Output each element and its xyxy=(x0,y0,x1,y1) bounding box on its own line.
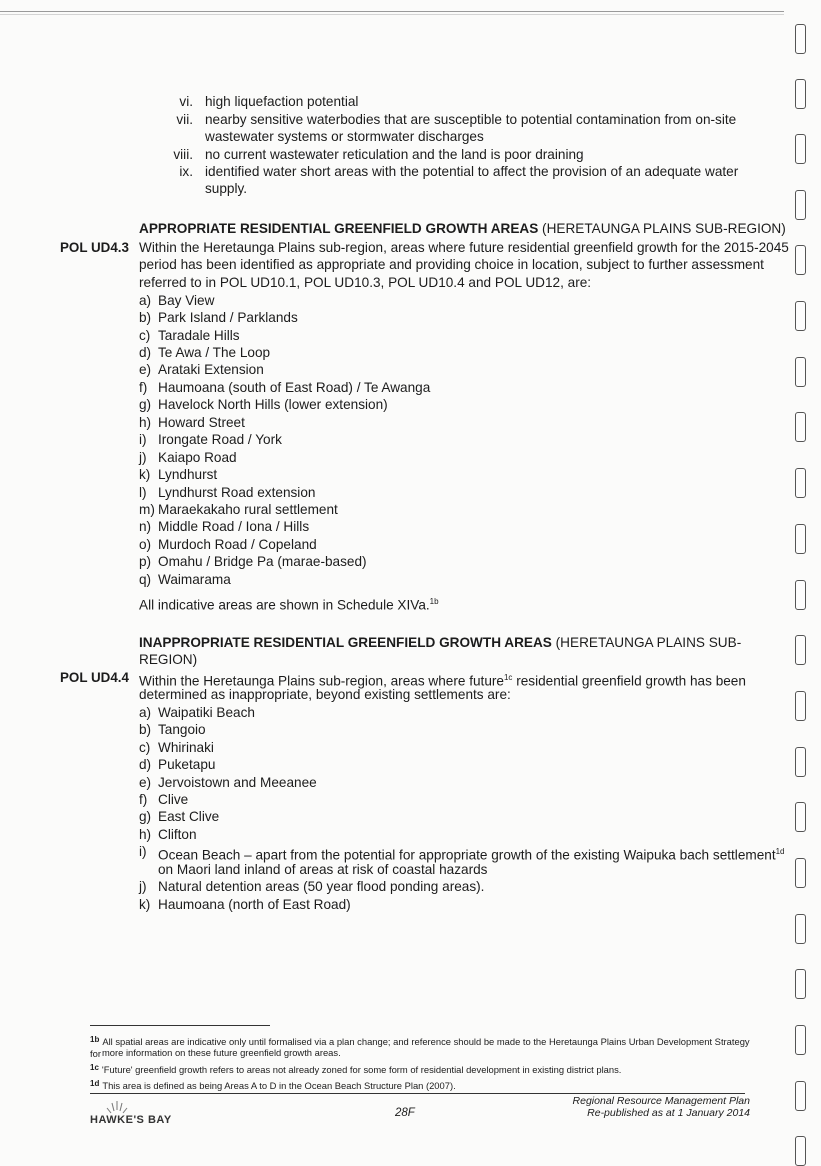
section-heading-line2: REGION) xyxy=(139,652,198,667)
list-text: supply. xyxy=(205,181,248,196)
footnote-text: This area is defined as being Areas A to D in the Ocean Beach Structure Plan (2007). xyxy=(102,1080,456,1091)
item-letter: a) xyxy=(139,293,152,308)
binder-hole xyxy=(795,691,806,721)
list-item: Whirinaki xyxy=(158,740,214,755)
binder-hole xyxy=(795,969,806,999)
list-item: Omahu / Bridge Pa (marae-based) xyxy=(158,554,367,569)
binder-hole xyxy=(795,245,806,275)
item-letter: o) xyxy=(139,537,152,552)
item-letter: h) xyxy=(139,415,152,430)
footnote-rule xyxy=(90,1025,270,1026)
list-item: Tangoio xyxy=(158,722,206,737)
list-item: Clive xyxy=(158,792,189,807)
item-letter: h) xyxy=(139,827,152,842)
list-text: no current wastewater reticulation and the land is poor draining xyxy=(205,147,584,162)
item-letter: p) xyxy=(139,554,152,569)
binder-hole xyxy=(795,1025,806,1055)
footnote-ref: 1b xyxy=(429,597,439,606)
list-item: Te Awa / The Loop xyxy=(158,345,271,360)
binder-hole xyxy=(795,301,806,331)
list-item: Park Island / Parklands xyxy=(158,310,298,325)
item-letter: k) xyxy=(139,897,151,912)
plan-date: Re-published as at 1 January 2014 xyxy=(587,1107,750,1119)
binder-hole xyxy=(795,914,806,944)
policy-label: POL UD4.3 xyxy=(60,240,129,255)
binder-hole xyxy=(795,134,806,164)
list-item-text: Ocean Beach – apart from the potential for appropriate growth of the existing Waipuka bach settlement xyxy=(158,847,776,863)
list-item: Waipatiki Beach xyxy=(158,705,255,720)
item-letter: l) xyxy=(139,485,147,500)
list-item: Kaiapo Road xyxy=(158,450,237,465)
list-number: vi. xyxy=(179,94,193,109)
item-letter: e) xyxy=(139,775,152,790)
list-item: Waimarama xyxy=(158,572,231,587)
item-letter: c) xyxy=(139,328,151,343)
list-text: wastewater systems or stormwater discharges xyxy=(205,129,484,144)
binder-hole xyxy=(795,580,806,610)
footnote-mark: 1c xyxy=(90,1063,99,1072)
footnote xyxy=(90,1062,750,1076)
page-number: 28F xyxy=(395,1107,415,1119)
list-item: Bay View xyxy=(158,293,215,308)
list-item-continuation: on Maori land inland of areas at risk of coastal hazards xyxy=(158,862,488,877)
list-item: Havelock North Hills (lower extension) xyxy=(158,397,388,412)
list-item: Maraekakaho rural settlement xyxy=(158,502,338,517)
list-item: Puketapu xyxy=(158,757,216,772)
heading-bold: APPROPRIATE RESIDENTIAL GREENFIELD GROWTH AREAS xyxy=(139,221,539,236)
item-letter: q) xyxy=(139,572,152,587)
list-item: Murdoch Road / Copeland xyxy=(158,537,317,552)
footnote-text: 'Future' greenfield growth refers to areas not already zoned for some form of residential development in existing district plans. xyxy=(101,1064,622,1075)
list-text: high liquefaction potential xyxy=(205,94,359,109)
binder-hole xyxy=(795,412,806,442)
item-letter: f) xyxy=(139,380,148,395)
footer-rule xyxy=(90,1093,745,1094)
item-letter: k) xyxy=(139,467,151,482)
binder-hole xyxy=(795,635,806,665)
list-item: Arataki Extension xyxy=(158,362,264,377)
item-letter: e) xyxy=(139,362,152,377)
list-item: Irongate Road / York xyxy=(158,432,282,447)
list-item: Haumoana (north of East Road) xyxy=(158,897,351,912)
policy-intro-line: referred to in POL UD10.1, POL UD10.3, POL UD10.4 and POL UD12, are: xyxy=(139,275,592,290)
policy-intro-line: determined as inappropriate, beyond existing settlements are: xyxy=(139,687,511,702)
item-letter: j) xyxy=(139,879,147,894)
item-letter: c) xyxy=(139,740,151,755)
binder-hole xyxy=(795,190,806,220)
binder-hole xyxy=(795,1081,806,1111)
item-letter: b) xyxy=(139,722,152,737)
list-item: Lyndhurst xyxy=(158,467,218,482)
policy-label: POL UD4.4 xyxy=(60,670,129,685)
footnote xyxy=(90,1078,750,1092)
section-heading xyxy=(139,220,786,237)
list-number: ix. xyxy=(179,164,193,179)
item-letter: i) xyxy=(139,432,147,447)
binder-hole xyxy=(795,524,806,554)
intro-text: Within the Heretaunga Plains sub-region, areas where future xyxy=(139,673,504,689)
policy-intro-line: period has been identified as appropriate and providing choice in location, subject to further assessment xyxy=(139,257,764,272)
binder-hole xyxy=(795,1136,806,1166)
list-text: identified water short areas with the potential to affect the provision of an adequate water xyxy=(205,164,739,179)
list-item: Howard Street xyxy=(158,415,245,430)
item-letter: m) xyxy=(139,502,155,517)
item-letter: d) xyxy=(139,345,152,360)
footnote-mark: 1b xyxy=(90,1035,100,1044)
footnote-ref: 1c xyxy=(503,673,513,682)
heading-rest: (HERETAUNGA PLAINS SUB- xyxy=(551,635,742,650)
binder-hole xyxy=(795,79,806,109)
footnote-continuation: more information on these future greenfield growth areas. xyxy=(102,1047,341,1058)
item-letter: g) xyxy=(139,397,152,412)
logo-text: HAWKE'S BAY xyxy=(90,1114,172,1126)
list-item: Lyndhurst Road extension xyxy=(158,485,316,500)
heading-rest: (HERETAUNGA PLAINS SUB-REGION) xyxy=(538,221,786,236)
footnote-mark: 1d xyxy=(90,1079,100,1088)
binder-hole xyxy=(795,747,806,777)
item-letter: b) xyxy=(139,310,152,325)
list-item: Middle Road / Iona / Hills xyxy=(158,519,310,534)
item-letter: i) xyxy=(139,844,147,859)
plan-title: Regional Resource Management Plan xyxy=(572,1095,750,1107)
binder-hole xyxy=(795,802,806,832)
item-letter: n) xyxy=(139,519,152,534)
item-letter: g) xyxy=(139,809,152,824)
closing-note xyxy=(139,593,439,614)
binder-hole xyxy=(795,858,806,888)
top-rule xyxy=(0,11,784,12)
list-text: nearby sensitive waterbodies that are susceptible to potential contamination from on-site xyxy=(205,112,737,127)
list-item: Jervoistown and Meeanee xyxy=(158,775,317,790)
list-number: vii. xyxy=(176,112,193,127)
list-item: Natural detention areas (50 year flood ponding areas). xyxy=(158,879,485,894)
item-letter: d) xyxy=(139,757,152,772)
intro-text: residential greenfield growth has been xyxy=(512,673,746,689)
binder-hole xyxy=(795,357,806,387)
policy-intro-line: Within the Heretaunga Plains sub-region, areas where future residential greenfield growth for the 2015-2045 xyxy=(139,240,789,255)
heading-bold: INAPPROPRIATE RESIDENTIAL GREENFIELD GROWTH AREAS xyxy=(139,635,552,650)
list-item: Haumoana (south of East Road) / Te Awanga xyxy=(158,380,431,395)
item-letter: j) xyxy=(139,450,147,465)
item-letter: a) xyxy=(139,705,152,720)
footnote-ref: 1d xyxy=(775,847,785,856)
binder-holes xyxy=(781,0,821,1161)
top-rule-shadow xyxy=(0,14,784,15)
section-heading xyxy=(139,634,741,651)
binder-hole xyxy=(795,24,806,54)
list-item: Clifton xyxy=(158,827,197,842)
item-letter: f) xyxy=(139,792,148,807)
binder-hole xyxy=(795,468,806,498)
closing-text: All indicative areas are shown in Schedule XIVa. xyxy=(139,597,430,613)
list-item: Taradale Hills xyxy=(158,328,240,343)
list-item: East Clive xyxy=(158,809,220,824)
footnote-text: All spatial areas are indicative only until formalised via a plan change; and reference should be made to the Heretaunga Plains Urban Development Strategy for xyxy=(90,1036,750,1059)
list-number: viii. xyxy=(173,147,193,162)
